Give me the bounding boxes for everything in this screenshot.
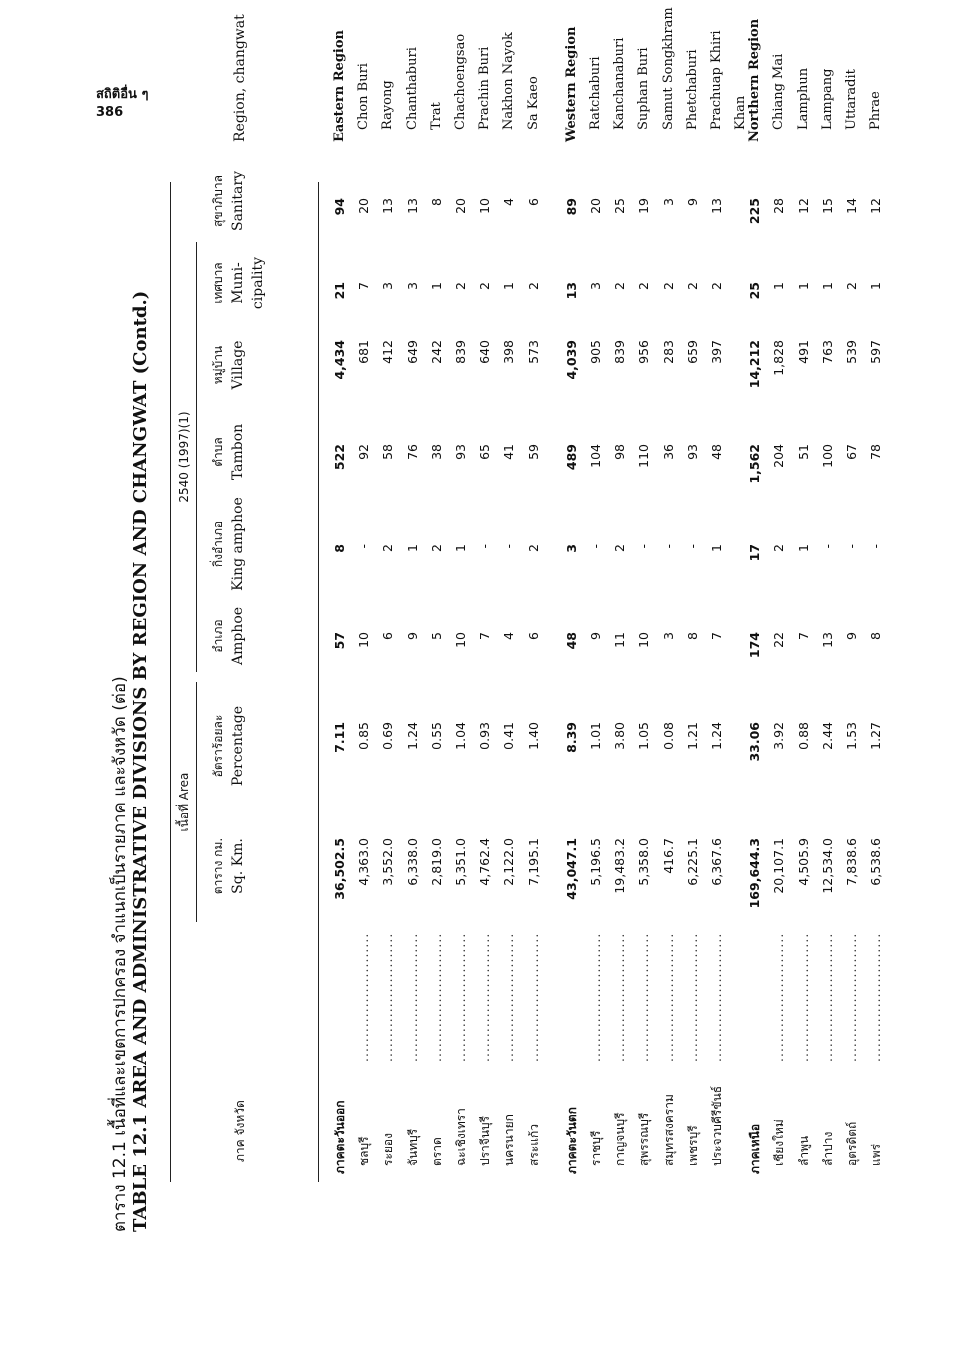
cell-muni: 3 — [404, 282, 420, 290]
row-thai-name: กาญจนบุรี — [613, 1112, 628, 1166]
cell-tambon: 58 — [380, 444, 396, 460]
page-header-thai: สถิติอื่น ๆ — [96, 87, 149, 102]
row-thai-name: แพร่ — [869, 1143, 884, 1166]
header-municipality: เทศบาล Muni- cipality — [211, 256, 266, 310]
cell-pct: 2.44 — [819, 722, 835, 750]
cell-sqkm: 4,363.0 — [356, 838, 372, 886]
cell-tambon: 65 — [477, 444, 493, 460]
row-thai-name: ราชบุรี — [589, 1130, 603, 1166]
cell-muni: 2 — [612, 282, 628, 290]
cell-amphoe: 8 — [868, 632, 884, 640]
cell-tambon: 1,562 — [747, 444, 763, 484]
cell-pct: 0.93 — [477, 722, 493, 750]
region-summary-row — [743, 0, 767, 1362]
row-english-name: Chachoengsao — [453, 33, 468, 130]
row-thai-name: ระยอง — [381, 1133, 396, 1166]
cell-sqkm: 6,538.6 — [868, 838, 884, 886]
cell-tambon: 67 — [844, 444, 859, 460]
header-percentage: อัตราร้อยละ Percentage — [211, 705, 246, 787]
cell-amphoe: 48 — [563, 632, 579, 650]
leader-dots: .......................... — [477, 932, 493, 1062]
cell-amphoe: 7 — [795, 632, 811, 640]
cell-muni: 1 — [795, 282, 811, 290]
cell-village: 283 — [660, 340, 676, 364]
leader-dots: .......................... — [404, 932, 420, 1062]
cell-sqkm: 7,195.1 — [525, 838, 541, 886]
row-thai-name: ภาคเหนือ — [748, 1123, 763, 1174]
cell-sanitary: 12 — [795, 198, 811, 214]
cell-tambon: 48 — [709, 444, 724, 460]
cell-muni: 2 — [477, 282, 493, 290]
row-english-name: Prachin Buri — [477, 46, 493, 130]
cell-pct: 0.41 — [501, 722, 517, 750]
cell-sqkm: 3,552.0 — [380, 838, 396, 886]
row-english-name: Western Region — [563, 26, 579, 142]
row-english-name: Nakhon Nayok — [501, 32, 517, 130]
row-thai-name: ภาคตะวันตก — [564, 1107, 579, 1174]
table-header-rule — [318, 182, 319, 1182]
cell-sanitary: 10 — [477, 198, 493, 214]
leader-dots: .......................... — [709, 932, 724, 1062]
cell-sanitary: 25 — [612, 198, 628, 214]
row-english-name: Lampang — [819, 68, 835, 130]
row-thai-name: เพชรบุรี — [685, 1125, 700, 1166]
row-thai-name: สุพรรณบุรี — [637, 1112, 652, 1166]
cell-village: 763 — [819, 340, 835, 364]
leader-dots: .......................... — [868, 932, 884, 1062]
cell-king: 1 — [404, 544, 420, 552]
cell-village: 14,212 — [747, 340, 763, 389]
cell-pct: 3.80 — [612, 722, 628, 750]
cell-tambon: 36 — [660, 444, 676, 460]
cell-pct: 0.85 — [356, 722, 372, 750]
cell-sqkm: 6,225.1 — [684, 838, 700, 886]
cell-tambon: 38 — [428, 444, 444, 460]
leader-dots: .......................... — [771, 932, 787, 1062]
cell-village: 398 — [501, 340, 517, 364]
cell-sqkm: 20,107.1 — [771, 838, 787, 894]
row-english-name: Prachuap Khiri Khan — [709, 30, 748, 130]
cell-king: - — [684, 544, 700, 549]
year-group-rule — [196, 242, 197, 672]
cell-sanitary: 14 — [844, 198, 859, 214]
table-row — [705, 0, 748, 1362]
cell-king: 2 — [428, 544, 444, 552]
cell-tambon: 51 — [795, 444, 811, 460]
cell-pct: 0.55 — [428, 722, 444, 750]
cell-tambon: 489 — [563, 444, 579, 471]
row-thai-name: ประจวบคีรีขันธ์ — [710, 1085, 724, 1166]
cell-king: 1 — [709, 544, 724, 552]
row-english-name: Trat — [428, 102, 444, 130]
cell-amphoe: 3 — [660, 632, 676, 640]
table-title-english: TABLE 12.1 AREA AND ADMINISTRATIVE DIVISIONS BY REGION AND CHANGWAT (Contd.) — [130, 290, 151, 1232]
table-row — [425, 0, 449, 1362]
cell-tambon: 93 — [684, 444, 700, 460]
cell-village: 659 — [684, 340, 700, 364]
cell-pct: 0.88 — [795, 722, 811, 750]
table-row — [401, 0, 425, 1362]
cell-king: - — [868, 544, 884, 549]
table-row — [352, 0, 376, 1362]
cell-village: 839 — [612, 340, 628, 364]
table-top-rule — [170, 182, 171, 1182]
cell-sanitary: 89 — [563, 198, 579, 216]
table-row — [767, 0, 791, 1362]
cell-amphoe: 13 — [819, 632, 835, 648]
cell-sqkm: 416.7 — [660, 838, 676, 874]
cell-village: 640 — [477, 340, 493, 364]
cell-village: 4,039 — [563, 340, 579, 380]
cell-sqkm: 5,351.0 — [453, 838, 468, 886]
cell-sqkm: 36,502.5 — [332, 838, 347, 900]
cell-king: 8 — [332, 544, 347, 553]
row-english-name: Uttaradit — [844, 69, 859, 130]
row-english-name: Samut Songkhram — [660, 7, 676, 130]
header-amphoe: อำเภอ Amphoe — [211, 606, 246, 666]
table-row — [681, 0, 705, 1362]
row-english-name: Northern Region — [747, 18, 763, 142]
row-english-name: Chanthaburi — [404, 47, 420, 130]
cell-muni: 1 — [868, 282, 884, 290]
cell-tambon: 104 — [588, 444, 603, 468]
cell-sanitary: 15 — [819, 198, 835, 214]
cell-amphoe: 22 — [771, 632, 787, 648]
area-group-rule — [196, 682, 197, 922]
cell-muni: 25 — [747, 282, 763, 300]
cell-sqkm: 19,483.2 — [612, 838, 628, 894]
row-thai-name: ลำพูน — [796, 1135, 811, 1166]
cell-village: 681 — [356, 340, 372, 364]
table-row — [608, 0, 632, 1362]
cell-tambon: 98 — [612, 444, 628, 460]
cell-muni: 1 — [819, 282, 835, 290]
row-thai-name: สมุทรสงคราม — [661, 1094, 676, 1166]
cell-king: - — [588, 544, 603, 549]
cell-king: - — [477, 544, 493, 549]
cell-king: - — [819, 544, 835, 549]
header-area-group: เนื้อที่ Area — [177, 772, 191, 832]
row-thai-name: ตราด — [429, 1137, 444, 1166]
cell-tambon: 522 — [332, 444, 347, 471]
leader-dots: .......................... — [660, 932, 676, 1062]
cell-muni: 3 — [380, 282, 396, 290]
cell-king: 3 — [563, 544, 579, 553]
page-number: 386 — [96, 105, 124, 120]
cell-amphoe: 4 — [501, 632, 517, 640]
cell-tambon: 76 — [404, 444, 420, 460]
cell-pct: 33.06 — [747, 722, 763, 762]
row-thai-name: ปราจีนบุรี — [478, 1115, 493, 1166]
cell-village: 491 — [795, 340, 811, 364]
cell-king: - — [501, 544, 517, 549]
cell-amphoe: 6 — [380, 632, 396, 640]
cell-sanitary: 94 — [332, 198, 347, 216]
leader-dots: .......................... — [612, 932, 628, 1062]
cell-amphoe: 10 — [453, 632, 468, 648]
cell-village: 242 — [428, 340, 444, 364]
cell-muni: 7 — [356, 282, 372, 290]
table-row — [840, 0, 864, 1362]
row-thai-name: ลำปาง — [820, 1131, 835, 1166]
cell-amphoe: 9 — [844, 632, 859, 640]
cell-sanitary: 6 — [525, 198, 541, 206]
cell-king: 1 — [795, 544, 811, 552]
leader-dots: .......................... — [356, 932, 372, 1062]
cell-village: 4,434 — [332, 340, 347, 380]
cell-sanitary: 20 — [588, 198, 603, 214]
row-thai-name: นครนายก — [502, 1114, 517, 1166]
cell-muni: 2 — [525, 282, 541, 290]
cell-tambon: 93 — [453, 444, 468, 460]
row-english-name: Chiang Mai — [771, 53, 787, 130]
table-row — [473, 0, 497, 1362]
table-row — [657, 0, 681, 1362]
cell-pct: 1.04 — [453, 722, 468, 750]
row-english-name: Sa Kaeo — [525, 76, 541, 130]
cell-sqkm: 6,367.6 — [709, 838, 724, 886]
cell-tambon: 92 — [356, 444, 372, 460]
cell-sanitary: 19 — [636, 198, 652, 214]
header-year-group: 2540 (1997)(1) — [177, 411, 191, 503]
cell-king: - — [636, 544, 652, 549]
table-row — [864, 0, 888, 1362]
row-english-name: Phrae — [868, 91, 884, 130]
cell-sanitary: 225 — [747, 198, 763, 225]
cell-village: 397 — [709, 340, 724, 364]
cell-pct: 1.21 — [684, 722, 700, 750]
cell-sanitary: 9 — [684, 198, 700, 206]
cell-sqkm: 2,819.0 — [428, 838, 444, 886]
leader-dots: .......................... — [453, 932, 468, 1062]
cell-tambon: 41 — [501, 444, 517, 460]
header-village: หมู่บ้าน Village — [211, 340, 246, 390]
header-king-amphoe: กิ่งอำเภอ King amphoe — [211, 497, 246, 591]
cell-sqkm: 5,358.0 — [636, 838, 652, 886]
cell-sqkm: 2,122.0 — [501, 838, 517, 886]
leader-dots: .......................... — [844, 932, 859, 1062]
cell-king: 1 — [453, 544, 468, 552]
cell-sqkm: 7,838.6 — [844, 838, 859, 886]
cell-sqkm: 4,762.4 — [477, 838, 493, 886]
cell-pct: 1.53 — [844, 722, 859, 750]
leader-dots: .......................... — [428, 932, 444, 1062]
header-region-thai: ภาค จังหวัด — [233, 1100, 247, 1162]
row-english-name: Phetchaburi — [684, 49, 700, 130]
cell-sanitary: 8 — [428, 198, 444, 206]
cell-village: 573 — [525, 340, 541, 364]
cell-village: 649 — [404, 340, 420, 364]
table-title-thai: ตาราง 12.1 เนื้อที่และเขตการปกครอง จำแนกเป็นรายภาค และจังหวัด (ต่อ) — [110, 676, 130, 1232]
cell-tambon: 100 — [819, 444, 835, 468]
row-english-name: Eastern Region — [332, 30, 347, 142]
row-thai-name: อุตรดิตถ์ — [845, 1121, 859, 1166]
cell-pct: 3.92 — [771, 722, 787, 750]
cell-king: 17 — [747, 544, 763, 562]
cell-village: 956 — [636, 340, 652, 364]
header-sanitary: สุขาภิบาล Sanitary — [211, 171, 246, 232]
leader-dots: .......................... — [501, 932, 517, 1062]
cell-amphoe: 57 — [332, 632, 347, 650]
cell-village: 597 — [868, 340, 884, 364]
table-row — [376, 0, 400, 1362]
cell-muni: 2 — [453, 282, 468, 290]
cell-king: - — [660, 544, 676, 549]
cell-amphoe: 11 — [612, 632, 628, 648]
cell-muni: 13 — [563, 282, 579, 300]
region-summary-row — [328, 0, 352, 1362]
cell-muni: 1 — [771, 282, 787, 290]
cell-pct: 0.08 — [660, 722, 676, 750]
table-row — [792, 0, 816, 1362]
leader-dots: .......................... — [636, 932, 652, 1062]
cell-muni: 2 — [660, 282, 676, 290]
row-thai-name: ชลบุรี — [357, 1136, 372, 1166]
cell-pct: 1.01 — [588, 722, 603, 750]
table-row — [449, 0, 473, 1362]
table-row — [497, 0, 521, 1362]
cell-muni: 3 — [588, 282, 603, 290]
table-row — [522, 0, 546, 1362]
row-english-name: Rayong — [380, 80, 396, 130]
leader-dots: .......................... — [525, 932, 541, 1062]
cell-king: 2 — [612, 544, 628, 552]
leader-dots: .......................... — [819, 932, 835, 1062]
row-english-name: Ratchaburi — [588, 56, 603, 130]
cell-sanitary: 20 — [356, 198, 372, 214]
cell-sanitary: 3 — [660, 198, 676, 206]
row-thai-name: ฉะเชิงเทรา — [454, 1108, 468, 1166]
cell-village: 539 — [844, 340, 859, 364]
cell-pct: 1.27 — [868, 722, 884, 750]
cell-sqkm: 5,196.5 — [588, 838, 603, 886]
cell-village: 412 — [380, 340, 396, 364]
cell-muni: 2 — [709, 282, 724, 290]
header-region-english: Region, changwat — [232, 14, 248, 142]
table-row — [632, 0, 656, 1362]
cell-muni: 1 — [501, 282, 517, 290]
cell-tambon: 59 — [525, 444, 541, 460]
cell-sqkm: 169,644.3 — [747, 838, 763, 909]
cell-king: - — [356, 544, 372, 549]
cell-amphoe: 5 — [428, 632, 444, 640]
cell-amphoe: 8 — [684, 632, 700, 640]
cell-amphoe: 9 — [588, 632, 603, 640]
row-thai-name: ภาคตะวันออก — [333, 1100, 347, 1174]
row-english-name: Suphan Buri — [636, 47, 652, 130]
cell-sanitary: 13 — [380, 198, 396, 214]
cell-sanitary: 13 — [404, 198, 420, 214]
row-thai-name: จันทบุรี — [405, 1128, 420, 1166]
cell-muni: 2 — [684, 282, 700, 290]
cell-village: 839 — [453, 340, 468, 364]
cell-king: 2 — [771, 544, 787, 552]
cell-village: 905 — [588, 340, 603, 364]
leader-dots: .......................... — [684, 932, 700, 1062]
header-sqkm: ตาราง กม. Sq. Km. — [211, 837, 246, 895]
cell-king: - — [844, 544, 859, 549]
cell-sqkm: 4,505.9 — [795, 838, 811, 886]
leader-dots: .......................... — [588, 932, 603, 1062]
cell-muni: 2 — [636, 282, 652, 290]
cell-pct: 1.05 — [636, 722, 652, 750]
cell-sanitary: 4 — [501, 198, 517, 206]
cell-sanitary: 28 — [771, 198, 787, 214]
row-thai-name: สระแก้ว — [526, 1124, 541, 1166]
cell-amphoe: 7 — [709, 632, 724, 640]
leader-dots: .......................... — [380, 932, 396, 1062]
cell-amphoe: 10 — [636, 632, 652, 648]
leader-dots: .......................... — [795, 932, 811, 1062]
cell-amphoe: 174 — [747, 632, 763, 659]
cell-pct: 1.24 — [404, 722, 420, 750]
cell-sqkm: 6,338.0 — [404, 838, 420, 886]
cell-pct: 8.39 — [563, 722, 579, 753]
cell-king: 2 — [380, 544, 396, 552]
cell-pct: 7.11 — [332, 722, 347, 753]
cell-tambon: 204 — [771, 444, 787, 468]
cell-pct: 1.40 — [525, 722, 541, 750]
header-tambon: ตำบล Tambon — [211, 423, 246, 481]
cell-amphoe: 9 — [404, 632, 420, 640]
table-row — [584, 0, 608, 1362]
row-english-name: Kanchanaburi — [612, 37, 628, 130]
row-thai-name: เชียงใหม่ — [772, 1119, 787, 1166]
row-english-name: Chon Buri — [356, 63, 372, 130]
cell-village: 1,828 — [771, 340, 787, 376]
cell-tambon: 78 — [868, 444, 884, 460]
cell-sqkm: 12,534.0 — [819, 838, 835, 894]
cell-tambon: 110 — [636, 444, 652, 468]
cell-king: 2 — [525, 544, 541, 552]
cell-sanitary: 13 — [709, 198, 724, 214]
cell-amphoe: 10 — [356, 632, 372, 648]
cell-muni: 2 — [844, 282, 859, 290]
cell-muni: 1 — [428, 282, 444, 290]
cell-pct: 0.69 — [380, 722, 396, 750]
cell-pct: 1.24 — [709, 722, 724, 750]
cell-amphoe: 6 — [525, 632, 541, 640]
cell-sanitary: 12 — [868, 198, 884, 214]
table-row — [816, 0, 840, 1362]
region-summary-row — [560, 0, 584, 1362]
cell-muni: 21 — [332, 282, 347, 300]
cell-sanitary: 20 — [453, 198, 468, 214]
cell-sqkm: 43,047.1 — [563, 838, 579, 900]
row-english-name: Lamphun — [795, 67, 811, 130]
cell-amphoe: 7 — [477, 632, 493, 640]
